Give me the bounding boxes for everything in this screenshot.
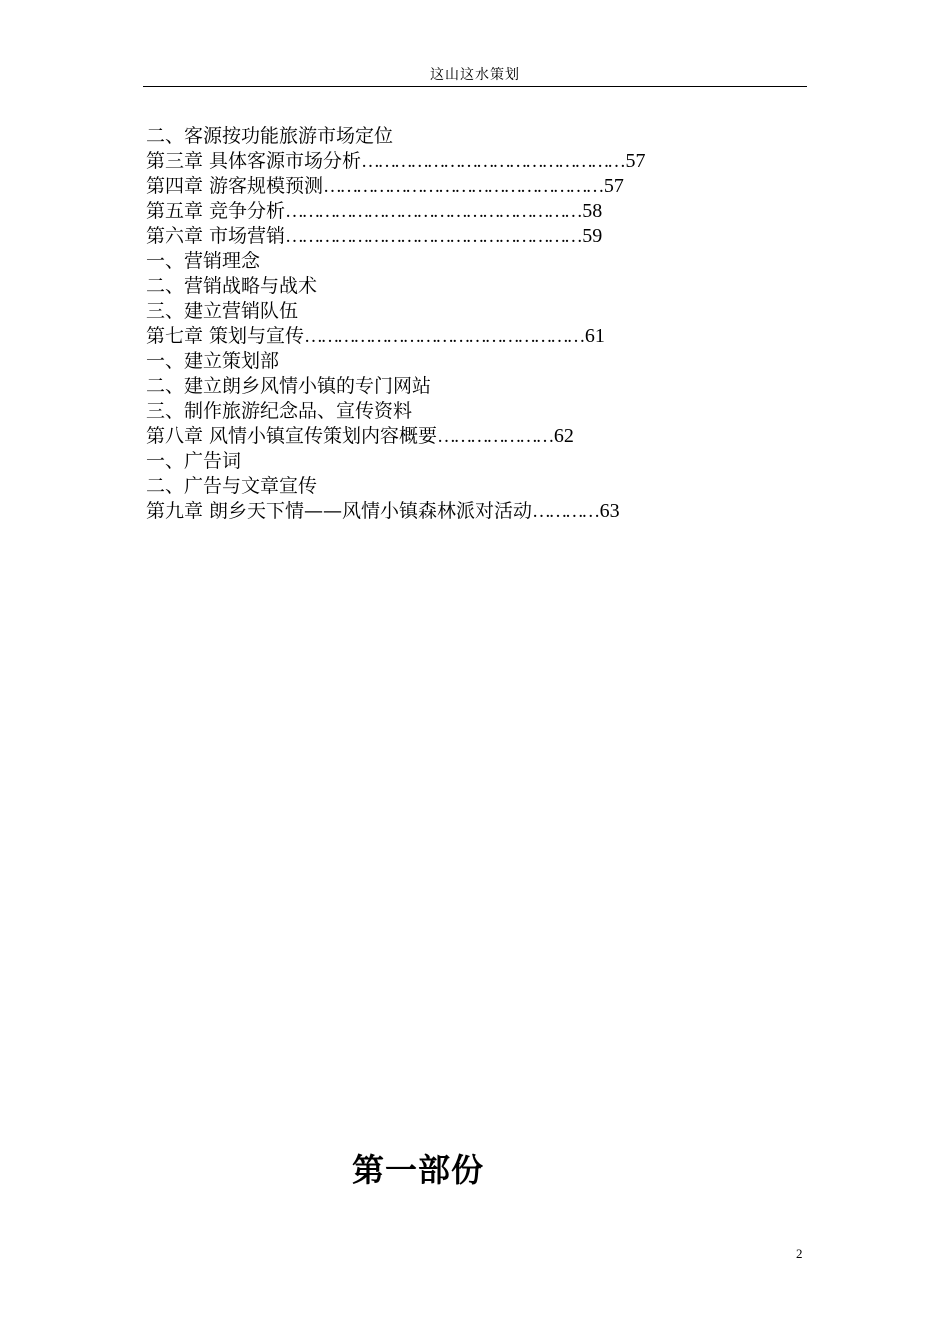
- toc-entry-leader: ………………………………………………: [285, 201, 581, 222]
- header-rule: [143, 86, 807, 87]
- toc-entry-label: 二、建立朗乡风情小镇的专门网站: [146, 375, 432, 397]
- toc-entry: [146, 449, 746, 474]
- toc-entry: [146, 149, 746, 174]
- toc-entry-leader: …………………: [437, 426, 552, 447]
- toc-entry-label: 第八章 风情小镇宣传策划内容概要: [146, 425, 438, 447]
- running-header: 这山这水策划: [430, 67, 520, 83]
- toc-entry-page: 57: [625, 150, 646, 172]
- toc-entry: [146, 324, 746, 349]
- toc-entry-label: 第五章 竞争分析: [146, 200, 286, 222]
- toc-entry-label: 三、制作旅游纪念品、宣传资料: [146, 400, 413, 422]
- toc-entry: [146, 199, 746, 224]
- toc-entry-page: 62: [553, 425, 574, 447]
- toc-entry: [146, 474, 746, 499]
- toc-entry-label: 第九章 朗乡天下情——风情小镇森林派对活动: [146, 500, 533, 522]
- toc-entry: [146, 349, 746, 374]
- toc-entry-page: 57: [603, 175, 624, 197]
- toc-entry-leader: …………………………………………: [361, 151, 624, 172]
- toc-entry-leader: ………………………………………………: [285, 226, 581, 247]
- toc-entry-label: 一、建立策划部: [146, 350, 280, 372]
- toc-entry-leader: …………: [532, 501, 598, 522]
- toc-entry: [146, 499, 746, 524]
- toc-entry: [146, 424, 746, 449]
- toc-entry: [146, 124, 746, 149]
- toc-entry-page: 61: [584, 325, 605, 347]
- table-of-contents: [146, 124, 746, 524]
- toc-entry: [146, 224, 746, 249]
- toc-entry-leader: ……………………………………………: [323, 176, 602, 197]
- toc-entry-label: 二、广告与文章宣传: [146, 475, 318, 497]
- toc-entry-label: 一、广告词: [146, 450, 242, 472]
- toc-entry-page: 59: [582, 225, 603, 247]
- toc-entry: [146, 399, 746, 424]
- toc-entry-label: 二、营销战略与战术: [146, 275, 318, 297]
- toc-entry-label: 第七章 策划与宣传: [146, 325, 305, 347]
- toc-entry-page: 58: [582, 200, 603, 222]
- toc-entry-label: 三、建立营销队伍: [146, 300, 299, 322]
- part-title: 第一部份: [352, 1151, 485, 1189]
- toc-entry: [146, 299, 746, 324]
- toc-entry-leader: ……………………………………………: [304, 326, 583, 347]
- toc-entry: [146, 374, 746, 399]
- toc-entry: [146, 274, 746, 299]
- toc-entry-label: 一、营销理念: [146, 250, 261, 272]
- page-number: 2: [796, 1246, 803, 1261]
- toc-entry-label: 第三章 具体客源市场分析: [146, 150, 362, 172]
- toc-entry-page: 63: [599, 500, 620, 522]
- toc-entry-label: 第四章 游客规模预测: [146, 175, 324, 197]
- toc-entry: [146, 174, 746, 199]
- toc-entry-label: 二、客源按功能旅游市场定位: [146, 125, 394, 147]
- toc-entry-label: 第六章 市场营销: [146, 225, 286, 247]
- toc-entry: [146, 249, 746, 274]
